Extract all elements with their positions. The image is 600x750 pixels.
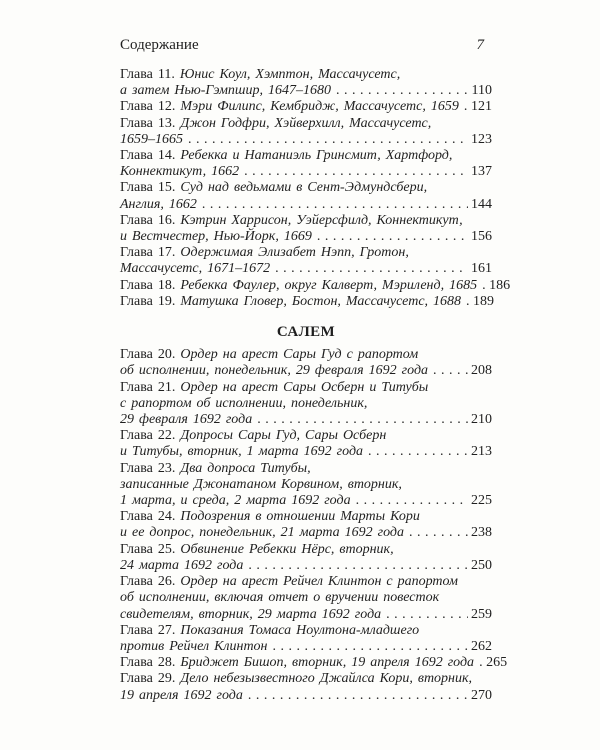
toc-entry-line: [120, 164, 492, 180]
dot-leader: [368, 444, 468, 460]
toc-entry-line: [120, 607, 492, 623]
toc-entry-line: [120, 509, 492, 525]
chapter-title-text: 24 марта 1692 года: [120, 557, 244, 573]
toc-entry-line: [120, 688, 492, 704]
toc-entry-line: [120, 363, 492, 379]
toc-entry-line: [120, 639, 492, 655]
chapter-title-text: Массачусетс, 1671–1672: [120, 261, 271, 277]
chapter-label: Глава 27.: [120, 622, 176, 638]
chapter-title-text: Допросы Сары Гуд, Сары Осберн: [180, 428, 387, 444]
chapter-page-number: 270: [471, 687, 492, 703]
chapter-title-text: Ребекка и Натаниэль Гринсмит, Хартфорд,: [180, 148, 453, 164]
toc-entry-line: [120, 229, 492, 245]
chapter-label: Глава 12.: [120, 99, 176, 115]
toc-entry-line: [120, 493, 492, 509]
toc-entry-line: [120, 542, 492, 558]
dot-leader: [244, 164, 468, 180]
dot-leader: [336, 83, 469, 99]
chapter-page-number: 262: [471, 638, 492, 654]
chapter-title-text: записанные Джонатаном Корвином, вторник,: [120, 476, 402, 492]
chapter-page-number: 225: [471, 493, 492, 509]
dot-leader: [464, 99, 468, 115]
toc-entry-line: [120, 574, 492, 590]
chapter-title-text: Бриджет Бишоп, вторник, 19 апреля 1692 года: [180, 655, 475, 671]
table-of-contents: [120, 67, 511, 704]
chapter-label: Глава 24.: [120, 509, 176, 525]
chapter-title-text: об исполнении, включая отчет о вручении повесток: [120, 590, 440, 606]
chapter-title-text: против Рейчел Клинтон: [120, 638, 268, 654]
chapter-title-text: и ее допрос, понедельник, 21 марта 1692 года: [120, 525, 405, 541]
toc-section: [120, 324, 508, 704]
toc-entry-line: [120, 197, 492, 213]
chapter-page-number: 189: [473, 293, 495, 309]
chapter-title-text: Показания Томаса Ноултона-младшего: [180, 622, 420, 638]
chapter-label: Глава 16.: [120, 212, 176, 228]
chapter-page-number: 213: [471, 444, 492, 460]
toc-entry-line: [120, 277, 511, 294]
toc-entry-line: [120, 67, 492, 83]
chapter-title-text: Суд над ведьмами в Сент-Эдмундсбери,: [180, 180, 428, 196]
toc-entry-line: [120, 590, 492, 606]
chapter-label: Глава 18.: [120, 277, 176, 293]
chapter-title-text: Одержимая Элизабет Нэпп, Гротон,: [180, 245, 409, 261]
page-title: Содержание: [120, 37, 199, 53]
chapter-title-text: и Титубы, вторник, 1 марта 1692 года: [120, 444, 364, 460]
chapter-title-text: Мэри Филипс, Кембридж, Массачусетс, 1659: [180, 99, 459, 115]
chapter-title-text: а затем Нью-Гэмпшир, 1647–1680: [120, 83, 331, 99]
chapter-title-text: Юнис Коул, Хэмптон, Массачусетс,: [179, 67, 401, 82]
chapter-title-text: и Вестчестер, Нью-Йорк, 1669: [120, 229, 312, 245]
chapter-title-text: Джон Годфри, Хэйверхилл, Массачусетс,: [180, 115, 432, 131]
dot-leader: [482, 278, 486, 294]
dot-leader: [257, 412, 468, 428]
dot-leader: [275, 261, 468, 277]
dot-leader: [479, 655, 483, 671]
toc-entry-line: [120, 655, 508, 671]
chapter-label: Глава 11.: [120, 67, 175, 82]
chapter-label: Глава 13.: [120, 115, 176, 131]
chapter-label: Глава 28.: [120, 655, 176, 671]
chapter-page-number: 210: [471, 412, 492, 428]
chapter-title-text: об исполнении, понедельник, 29 февраля 1692 года: [120, 363, 429, 379]
chapter-title-text: Два допроса Титубы,: [180, 460, 311, 476]
chapter-page-number: 137: [471, 164, 492, 180]
chapter-title-text: 1 марта, и среда, 2 марта 1692 года: [120, 493, 351, 509]
dot-leader: [273, 639, 469, 655]
chapter-page-number: 123: [471, 131, 492, 147]
chapter-title-text: Ордер на арест Рейчел Клинтон с рапортом: [180, 574, 458, 590]
chapter-title-text: Обвинение Ребекки Нёрс, вторник,: [180, 541, 394, 557]
chapter-label: Глава 25.: [120, 541, 176, 557]
toc-entry-line: [120, 396, 492, 412]
chapter-title-text: Дело небезызвестного Джайлса Кори, вторник,: [180, 671, 473, 687]
toc-entry-line: [120, 444, 492, 460]
toc-entry-line: [120, 347, 492, 363]
dot-leader: [248, 688, 468, 704]
dot-leader: [433, 363, 468, 379]
toc-entry-line: [120, 380, 492, 396]
dot-leader: [409, 525, 468, 541]
folio-page-number: 7: [476, 37, 484, 53]
chapter-page-number: 208: [471, 363, 492, 379]
dot-leader: [202, 197, 468, 213]
toc-entry-line: [120, 558, 492, 574]
dot-leader: [386, 607, 468, 623]
chapter-page-number: 161: [471, 261, 492, 277]
running-head: [120, 36, 492, 54]
toc-entry-line: [120, 428, 492, 444]
chapter-page-number: 121: [471, 99, 492, 115]
dot-leader: [317, 229, 468, 245]
chapter-page-number: 144: [471, 196, 492, 212]
chapter-label: Глава 29.: [120, 671, 176, 687]
chapter-page-number: 259: [471, 606, 492, 622]
toc-entry-line: [120, 245, 492, 261]
toc-entry-line: [120, 412, 492, 428]
toc-entry-line: [120, 261, 492, 277]
chapter-title-text: Ребекка Фаулер, округ Калверт, Мэриленд, 1685: [180, 277, 478, 293]
chapter-title-text: 1659–1665: [120, 131, 183, 147]
toc-entry-line: [120, 671, 492, 687]
toc-entry-line: [120, 477, 492, 493]
chapter-label: Глава 21.: [120, 379, 176, 395]
chapter-title-text: Коннектикут, 1662: [120, 164, 240, 180]
chapter-label: Глава 15.: [120, 180, 176, 196]
toc-entry-line: [120, 148, 492, 164]
toc-entry-line: [120, 623, 492, 639]
toc-entry-line: [120, 180, 492, 196]
toc-entry-line: [120, 132, 492, 148]
toc-entry-line: [120, 83, 492, 99]
chapter-title-text: Англия, 1662: [120, 196, 197, 212]
chapter-page-number: 156: [471, 229, 492, 245]
dot-leader: [356, 493, 468, 509]
chapter-label: Глава 20.: [120, 347, 176, 363]
chapter-title-text: свидетелям, вторник, 29 марта 1692 года: [120, 606, 382, 622]
chapter-title-text: с рапортом об исполнении, понедельник,: [120, 395, 368, 411]
section-heading: САЛЕМ: [276, 324, 336, 341]
toc-entry-line: [120, 525, 492, 541]
chapter-page-number: 238: [471, 525, 492, 541]
chapter-title-text: Матушка Гловер, Бостон, Массачусетс, 1688: [180, 293, 462, 309]
dot-leader: [248, 558, 468, 574]
chapter-page-number: 110: [471, 83, 492, 99]
toc-entry-line: [120, 461, 492, 477]
chapter-title-text: Ордер на арест Сары Осберн и Титубы: [180, 379, 429, 395]
chapter-label: Глава 14.: [120, 148, 176, 164]
toc-entry-line: [120, 293, 495, 310]
chapter-title-text: 19 апреля 1692 года: [120, 687, 243, 703]
chapter-title-text: 29 февраля 1692 года: [120, 412, 253, 428]
toc-entry-line: [120, 213, 492, 229]
chapter-page-number: 250: [471, 557, 492, 573]
chapter-label: Глава 26.: [120, 574, 176, 590]
chapter-page-number: 186: [489, 277, 511, 293]
dot-leader: [466, 294, 470, 310]
dot-leader: [188, 132, 468, 148]
toc-section: [120, 67, 511, 310]
chapter-label: Глава 17.: [120, 245, 176, 261]
toc-entry-line: [120, 99, 492, 115]
chapter-title-text: Ордер на арест Сары Гуд с рапортом: [180, 347, 419, 363]
chapter-title-text: Подозрения в отношении Марты Кори: [180, 509, 420, 525]
chapter-page-number: 265: [486, 655, 508, 671]
toc-entry-line: [120, 116, 492, 132]
chapter-label: Глава 22.: [120, 428, 176, 444]
chapter-title-text: Кэтрин Харрисон, Уэйерсфилд, Коннектикут,: [180, 212, 463, 228]
chapter-label: Глава 19.: [120, 293, 176, 309]
chapter-label: Глава 23.: [120, 460, 176, 476]
